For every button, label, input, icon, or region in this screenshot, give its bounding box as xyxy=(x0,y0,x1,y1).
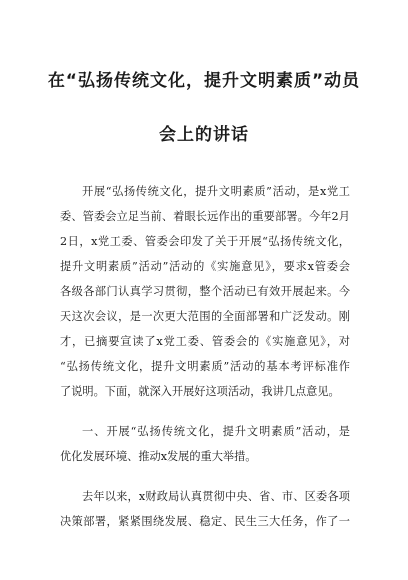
paragraph-1-line-3: 2日，x党工委、管委会印发了关于开展“弘扬传统文化， xyxy=(60,235,350,248)
paragraph-1-line-8: “弘扬传统文化，提升文明素质”活动的基本考评标准作 xyxy=(60,360,350,373)
paragraph-1-line-5: 各级各部门认真学习贯彻，整个活动已有效开展起来。今 xyxy=(60,285,350,298)
paragraph-2-line-2: 优化发展环境、推动x发展的重大举措。 xyxy=(60,450,257,463)
paragraph-3-line-1: 去年以来，x财政局认真贯彻中央、省、市、区委各项 xyxy=(82,490,350,503)
paragraph-3-line-2: 决策部署，紧紧围绕发展、稳定、民生三大任务，作了一 xyxy=(60,515,350,528)
paragraph-2-line-1: 一、开展“弘扬传统文化，提升文明素质”活动，是 xyxy=(82,425,350,438)
paragraph-1-line-9: 了说明。下面，就深入开展好这项活动，我讲几点意见。 xyxy=(60,385,340,398)
document-title-line-1: 在“弘扬传统文化，提升文明素质”动员 xyxy=(47,71,361,91)
paragraph-1-line-6: 天这次会议，是一次更大范围的全面部署和广泛发动。刚 xyxy=(60,310,350,323)
paragraph-1-line-7: 才，已摘要宣读了x党工委、管委会的《实施意见》，对 xyxy=(60,335,350,348)
document-title-line-2: 会上的讲话 xyxy=(159,125,249,145)
paragraph-1-line-2: 委、管委会立足当前、着眼长远作出的重要部署。今年2月 xyxy=(60,210,350,223)
paragraph-1-line-1: 开展“弘扬传统文化，提升文明素质”活动，是x党工 xyxy=(82,185,350,198)
paragraph-1-line-4: 提升文明素质”活动”活动的《实施意见》，要求x管委会 xyxy=(60,260,350,273)
